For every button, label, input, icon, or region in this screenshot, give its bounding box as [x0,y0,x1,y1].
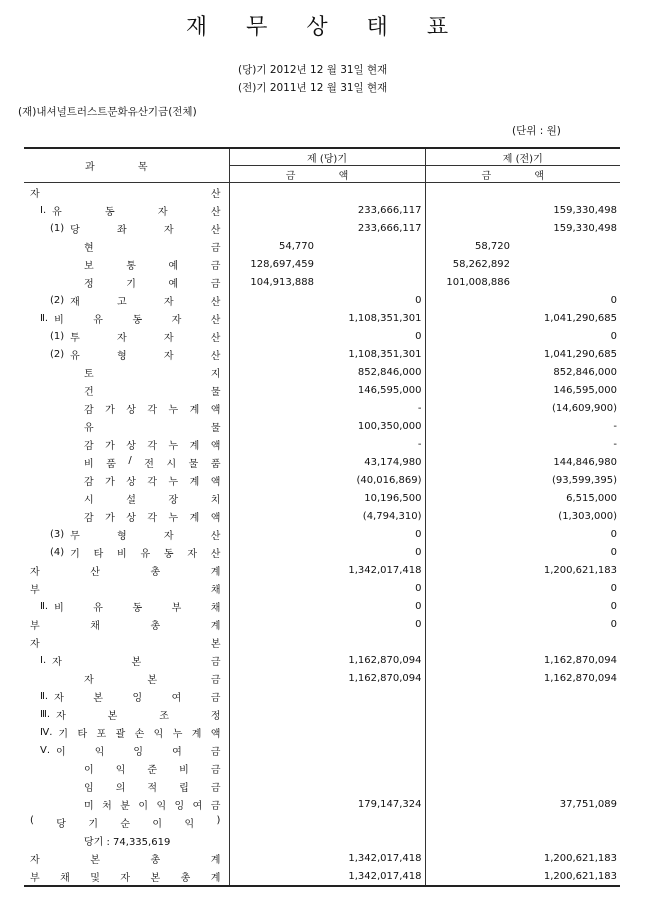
prior-detail-amount [425,867,513,886]
prior-total-amount [513,273,620,291]
current-total-amount: 1,162,870,094 [348,672,422,684]
account-label: 자 산 총 계 [30,566,221,578]
prior-total-amount: 1,200,621,183 [513,867,620,886]
current-total-amount: (4,794,310) [362,510,422,522]
current-detail-amount [229,327,317,345]
prior-total-amount [513,687,620,705]
account-label: 임 의 적 립 금 [84,782,221,794]
current-total-amount: 1,342,017,418 [317,867,425,886]
prior-detail-amount [425,741,513,759]
table-row [24,345,620,363]
account-label: 이 익 준 비 금 [84,764,221,776]
account-prefix: (1) [50,330,65,342]
table-row [24,561,620,579]
header-prior: 제 (전)기 [425,148,620,166]
current-total-amount [317,813,425,831]
account-name [24,831,229,849]
prior-total-amount [513,777,620,795]
prior-total-amount [513,723,620,741]
prior-detail-amount [425,525,513,543]
prior-detail-amount [425,795,513,813]
current-detail-amount [229,363,317,381]
account-label: 자 본 총 계 [30,854,221,866]
account-name [24,471,229,489]
prior-detail-amount [425,345,513,363]
prior-detail-amount [425,651,513,669]
current-total-amount: 0 [415,294,422,306]
table-row [24,795,620,813]
balance-sheet-table [24,147,620,887]
prior-detail-amount [425,633,513,651]
table-row [24,615,620,633]
current-detail-amount [229,777,317,795]
prior-total-amount: 144,846,980 [553,456,617,468]
account-prefix: Ⅰ. [40,654,47,666]
prior-total-amount: - [613,438,617,450]
account-label: 재 고 자 산 [70,296,221,308]
table-row [24,831,620,849]
current-detail-amount [229,867,317,886]
current-detail-amount [229,507,317,525]
statement-title: 재 무 상 태 표 [185,15,465,40]
current-detail-amount [229,597,317,615]
account-prefix: (2) [50,294,65,306]
current-total-amount: 1,342,017,418 [348,852,422,864]
account-prefix: Ⅰ. [40,204,47,216]
account-label: 감 가 상 각 누 계 액 [84,404,221,416]
current-detail-amount [229,561,317,579]
current-detail-amount [229,687,317,705]
current-detail-amount [229,813,317,831]
account-label: 이 익 잉 여 금 [56,746,221,758]
account-label: 부 채 [30,584,221,596]
current-total-amount [317,687,425,705]
account-prefix: Ⅱ. [40,690,49,702]
table-row [24,651,620,669]
prior-detail-amount [425,327,513,345]
account-name [24,273,229,291]
account-name [24,777,229,795]
prior-total-amount: (1,303,000) [558,510,617,522]
current-total-amount [317,777,425,795]
account-name [24,651,229,669]
table-row [24,453,620,471]
prior-detail-amount [425,597,513,615]
account-name [24,741,229,759]
prior-detail-amount: 58,262,892 [425,255,513,273]
unit-label: (단위 : 원) [512,125,561,137]
account-prefix: Ⅳ. [40,726,53,738]
current-detail-amount [229,615,317,633]
table-row [24,183,620,202]
prior-detail-amount [425,363,513,381]
current-detail-amount [229,183,317,202]
current-total-amount: 0 [415,528,422,540]
current-detail-amount [229,435,317,453]
current-detail-amount [229,399,317,417]
current-detail-amount [229,651,317,669]
current-total-amount: 1,108,351,301 [348,348,422,360]
account-name [24,291,229,309]
table-row [24,435,620,453]
account-name [24,381,229,399]
prior-total-amount [513,741,620,759]
current-total-amount: 0 [415,618,422,630]
account-label: 유 형 자 산 [70,350,221,362]
table-row [24,849,620,867]
prior-total-amount: 1,162,870,094 [543,672,617,684]
account-name [24,363,229,381]
account-label: 토 지 [84,368,221,380]
current-total-amount [317,831,425,849]
current-total-amount [317,183,425,202]
current-total-amount [317,237,425,255]
account-label: 부 채 및 자 본 총 계 [30,872,221,884]
current-detail-amount [229,669,317,687]
table-row [24,723,620,741]
prior-total-amount: 37,751,089 [559,798,617,810]
prior-detail-amount [425,579,513,597]
current-total-amount [317,255,425,273]
prior-total-amount: - [613,420,617,432]
prior-detail-amount [425,381,513,399]
current-detail-amount [229,525,317,543]
account-prefix: (1) [50,222,65,234]
prior-total-amount: 0 [610,528,617,540]
account-name [24,417,229,435]
current-total-amount [317,273,425,291]
table-row [24,633,620,651]
account-label: 기 타 포 괄 손 익 누 계 액 [58,728,221,740]
account-name [24,201,229,219]
account-label: 기 타 비 유 동 자 산 [70,548,221,560]
table-row [24,543,620,561]
account-name [24,849,229,867]
current-detail-amount [229,309,317,327]
prior-total-amount [513,813,620,831]
prior-detail-amount [425,453,513,471]
table-row [24,399,620,417]
prior-detail-amount [425,399,513,417]
account-label: 자 본 금 [84,674,221,686]
account-label: 정 기 예 금 [84,278,221,290]
prior-total-amount: 852,846,000 [553,366,617,378]
current-detail-amount [229,633,317,651]
account-name [24,507,229,525]
account-label: 유 물 [84,422,221,434]
prior-total-amount: 146,595,000 [553,384,617,396]
current-total-amount: 0 [415,330,422,342]
account-name [24,183,229,202]
current-detail-amount [229,381,317,399]
current-total-amount [317,759,425,777]
current-detail-amount [229,579,317,597]
table-row [24,237,620,255]
current-detail-amount [229,543,317,561]
current-detail-amount: 128,697,459 [229,255,317,273]
current-total-amount: 233,666,117 [357,204,422,216]
current-total-amount [317,633,425,651]
header-row-1 [24,148,620,166]
prior-detail-amount [425,291,513,309]
current-detail-amount [229,723,317,741]
table-row [24,705,620,723]
account-name [24,705,229,723]
account-name [24,219,229,237]
prior-total-amount: 0 [610,330,617,342]
table-row [24,597,620,615]
table-row [24,327,620,345]
header-prior-amount: 금 액 [425,166,620,183]
prior-total-amount: 0 [610,600,617,612]
current-detail-amount [229,471,317,489]
header-current: 제 (당)기 [229,148,425,166]
table-row [24,309,620,327]
table-row [24,867,620,886]
current-total-amount: 10,196,500 [364,492,422,504]
prior-detail-amount [425,759,513,777]
prior-detail-amount [425,543,513,561]
account-label: 시 설 장 치 [84,494,221,506]
account-name [24,525,229,543]
prior-detail-amount [425,813,513,831]
prior-detail-amount [425,669,513,687]
current-total-amount: 43,174,980 [364,456,422,468]
prior-detail-amount: 101,008,886 [425,273,513,291]
account-name [24,255,229,273]
table-row [24,777,620,795]
prior-detail-amount [425,219,513,237]
account-label: 자 본 금 [52,656,221,668]
prior-total-amount: 1,200,621,183 [543,564,617,576]
prior-detail-amount [425,201,513,219]
account-label: 유 동 자 산 [52,206,221,218]
prior-detail-amount [425,705,513,723]
account-name [24,615,229,633]
prior-total-amount: 0 [610,582,617,594]
current-total-amount: 0 [415,600,422,612]
account-name [24,795,229,813]
current-detail-amount [229,759,317,777]
current-total-amount: 0 [415,582,422,594]
table-row [24,255,620,273]
header-account: 과 목 [24,148,229,183]
account-name [24,561,229,579]
account-name [24,489,229,507]
table-row [24,759,620,777]
account-name [24,669,229,687]
table-row [24,669,620,687]
prior-detail-amount [425,831,513,849]
prior-detail-amount [425,561,513,579]
account-prefix: Ⅲ. [40,708,51,720]
account-prefix: Ⅱ. [40,312,49,324]
prior-total-amount: 0 [610,294,617,306]
current-total-amount: 1,162,870,094 [348,654,422,666]
account-label: 자 본 [30,638,221,650]
account-label: 현 금 [84,242,221,254]
account-name [24,867,229,886]
table-row [24,687,620,705]
table-row [24,219,620,237]
account-prefix: (2) [50,348,65,360]
current-detail-amount [229,417,317,435]
prior-total-amount [513,759,620,777]
account-prefix: (4) [50,546,65,558]
current-detail-amount [229,831,317,849]
table-row [24,363,620,381]
table-row [24,201,620,219]
current-detail-amount [229,849,317,867]
account-label: 자 본 잉 여 금 [54,692,221,704]
table-row [24,525,620,543]
current-detail-amount [229,291,317,309]
prior-detail-amount [425,309,513,327]
current-detail-amount [229,489,317,507]
account-name [24,633,229,651]
prior-total-amount [513,831,620,849]
current-detail-amount [229,453,317,471]
prior-total-amount [513,633,620,651]
account-name [24,597,229,615]
current-total-amount: 233,666,117 [357,222,422,234]
current-total-amount [317,723,425,741]
current-total-amount [317,741,425,759]
account-label: 부 채 총 계 [30,620,221,632]
account-name [24,309,229,327]
account-name [24,435,229,453]
prior-total-amount: (14,609,900) [551,402,617,414]
current-total-amount: - [417,438,422,450]
current-total-amount: 1,342,017,418 [348,564,422,576]
current-total-amount: 179,147,324 [357,798,422,810]
prior-total-amount [513,237,620,255]
prior-total-amount [513,705,620,723]
prior-total-amount: (93,599,395) [551,474,617,486]
prior-detail-amount [425,687,513,705]
account-name [24,543,229,561]
account-name [24,399,229,417]
table-row [24,471,620,489]
prior-detail-amount [425,615,513,633]
entity-name: (재)내셔널트러스트문화유산기금(전체) [18,106,197,118]
account-label: 자 산 [30,188,221,200]
current-total-amount: (40,016,869) [356,474,422,486]
current-detail-amount [229,219,317,237]
current-total-amount: 146,595,000 [357,384,422,396]
current-total-amount: 852,846,000 [357,366,422,378]
prior-detail-amount [425,507,513,525]
prior-total-amount: 159,330,498 [553,204,617,216]
prior-detail-amount [425,435,513,453]
current-total-amount [317,705,425,723]
table-row [24,273,620,291]
prior-detail-amount [425,471,513,489]
current-total-amount: 0 [415,546,422,558]
account-name [24,759,229,777]
account-label: 감 가 상 각 누 계 액 [84,440,221,452]
current-detail-amount: 104,913,888 [229,273,317,291]
prior-total-amount: 159,330,498 [553,222,617,234]
period-current: (당)기 2012년 12 월 31일 현재 [238,64,388,76]
account-label: 당기 : 74,335,619 [84,836,171,848]
account-label: 투 자 자 산 [70,332,221,344]
account-prefix: Ⅴ. [40,744,51,756]
account-name [24,453,229,471]
account-label: 미 처 분 이 익 잉 여 금 [84,800,221,812]
account-prefix: Ⅱ. [40,600,49,612]
prior-total-amount: 0 [610,546,617,558]
prior-detail-amount [425,777,513,795]
prior-total-amount: 1,162,870,094 [543,654,617,666]
account-name [24,813,229,831]
account-label: 비 유 동 부 채 [54,602,221,614]
prior-detail-amount [425,417,513,435]
table-row [24,741,620,759]
prior-detail-amount [425,489,513,507]
account-name [24,687,229,705]
account-name [24,579,229,597]
table-row [24,579,620,597]
account-label: 무 형 자 산 [70,530,221,542]
prior-detail-amount [425,183,513,202]
account-label: 당 좌 자 산 [70,224,221,236]
header-current-amount: 금 액 [229,166,425,183]
prior-detail-amount: 58,720 [425,237,513,255]
table-row [24,507,620,525]
account-label: 감 가 상 각 누 계 액 [84,512,221,524]
account-name [24,345,229,363]
prior-total-amount: 0 [610,618,617,630]
current-detail-amount [229,741,317,759]
current-detail-amount [229,201,317,219]
account-name [24,327,229,345]
account-label: 비 품 / 전 시 물 품 [84,454,221,470]
table-row [24,291,620,309]
account-label: 보 통 예 금 [84,260,221,272]
account-prefix: (3) [50,528,65,540]
table-row [24,813,620,831]
current-total-amount: 100,350,000 [357,420,422,432]
current-detail-amount: 54,770 [229,237,317,255]
prior-total-amount [513,183,620,202]
current-total-amount: 1,108,351,301 [348,312,422,324]
prior-total-amount [513,255,620,273]
account-name [24,723,229,741]
account-name [24,237,229,255]
current-detail-amount [229,345,317,363]
table-row [24,381,620,399]
prior-detail-amount [425,723,513,741]
table-row [24,417,620,435]
account-label: ( 당 기 순 이 익 ) [30,814,221,830]
current-total-amount: - [417,402,422,414]
table-row [24,489,620,507]
prior-total-amount: 6,515,000 [566,492,617,504]
period-prior: (전)기 2011년 12 월 31일 현재 [238,82,388,94]
prior-total-amount: 1,200,621,183 [543,852,617,864]
account-label: 자 본 조 정 [56,710,221,722]
prior-detail-amount [425,849,513,867]
account-label: 건 물 [84,386,221,398]
account-label: 비 유 동 자 산 [54,314,221,326]
current-detail-amount [229,795,317,813]
prior-total-amount: 1,041,290,685 [543,348,617,360]
prior-total-amount: 1,041,290,685 [543,312,617,324]
current-detail-amount [229,705,317,723]
account-label: 감 가 상 각 누 계 액 [84,476,221,488]
